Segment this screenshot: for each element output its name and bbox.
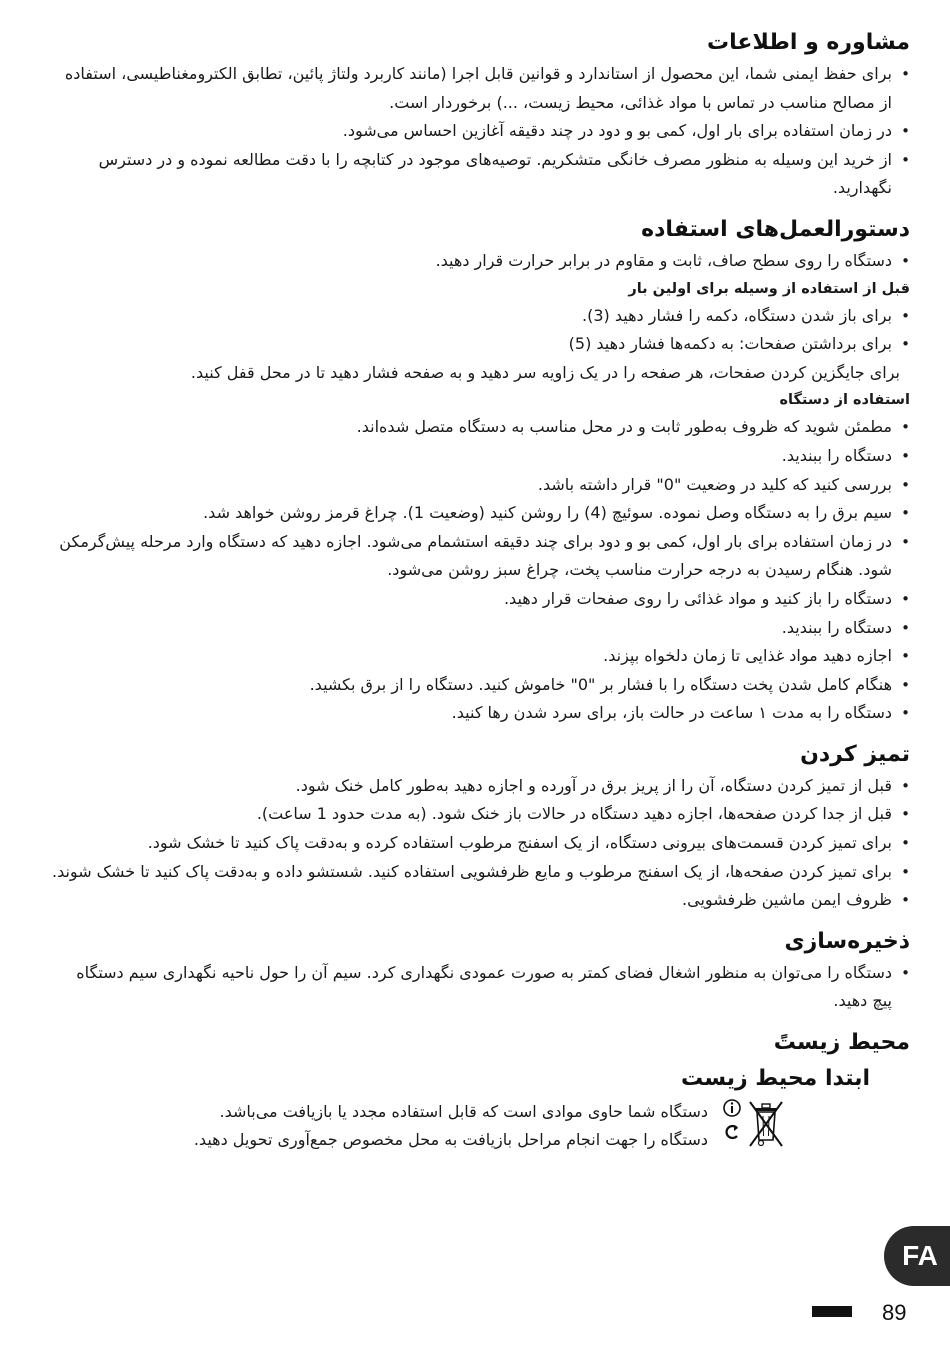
- environment-info: [52, 1098, 910, 1154]
- language-badge: FA: [884, 1226, 950, 1286]
- list-item: • برای حفظ ایمنی شما، این محصول از استاندارد و قوانین قابل اجرا (مانند کاربرد ولتاژ پائین، تطابق الکترومغناطیسی، استفاده از مصالح مناسب در تماس با مواد غذائی، محیط زیست، ...) برخوردار است.: [52, 60, 910, 117]
- list-item: • برای برداشتن صفحات: به دکمه‌ها فشار دهید (5): [52, 330, 910, 359]
- page-number-bar: [812, 1306, 852, 1317]
- crossed-bin-icon: [746, 1098, 786, 1148]
- list-item: • بررسی کنید که کلید در وضعیت "0" قرار داشته باشد.: [52, 471, 910, 500]
- subheading-first-use: قبل از استفاده از وسیله برای اولین بار: [628, 280, 910, 297]
- list-item: • دستگاه را باز کنید و مواد غذائی را روی صفحات قرار دهید.: [52, 585, 910, 614]
- cleaning-list: [52, 772, 910, 915]
- list-item: • قبل از تمیز کردن دستگاه، آن را از پریز برق در آورده و اجازه دهید به‌طور کامل خنک شود.: [52, 772, 910, 801]
- environment-line-2: دستگاه را جهت انجام مراحل بازیافت به محل مخصوص جمع‌آوری تحویل دهید.: [193, 1130, 708, 1150]
- environment-icons: [722, 1098, 808, 1148]
- list-item: • هنگام کامل شدن پخت دستگاه را با فشار بر "0" خاموش کنید. دستگاه را از برق بکشید.: [52, 671, 910, 700]
- plates-note: برای جایگزین کردن صفحات، هر صفحه را در یک زاویه سر دهید و به صفحه فشار دهید تا در محل قفل کنید.: [190, 362, 900, 382]
- section-heading-advice: مشاوره و اطلاعات: [707, 30, 910, 55]
- list-item: • از خرید این وسیله به منظور مصرف خانگی متشکریم. توصیه‌های موجود در کتابچه را با دقت مطالعه نموده و در دسترس نگهدارید.: [52, 146, 910, 203]
- info-icon: [722, 1098, 742, 1144]
- list-item: • اجازه دهید مواد غذایی تا زمان دلخواه بپزند.: [52, 642, 910, 671]
- usage-list: [52, 413, 910, 728]
- section-heading-environment: محیط زیستً: [773, 1030, 910, 1056]
- list-item: • برای تمیز کردن قسمت‌های بیرونی دستگاه، از یک اسفنج مرطوب استفاده کرده و به‌دقت پاک کنید تا خشک شود.: [52, 829, 910, 858]
- section-heading-instructions: دستورالعمل‌های استفاده: [641, 216, 910, 242]
- storage-list: [52, 959, 910, 1016]
- list-item: • برای باز شدن دستگاه، دکمه را فشار دهید (3).: [52, 302, 910, 331]
- environment-subheading: ابتدا محیط زیست: [681, 1066, 870, 1092]
- list-item: • قبل از جدا کردن صفحه‌ها، اجازه دهید دستگاه در حالات باز خنک شود. (به مدت حدود 1 ساعت).: [52, 800, 910, 829]
- list-item: • مطمئن شوید که ظروف به‌طور ثابت و در محل مناسب به دستگاه متصل شده‌اند.: [52, 413, 910, 442]
- list-item: • در زمان استفاده برای بار اول، کمی بو و دود برای چند دقیقه استشمام می‌شود. اجازه دهید که دستگاه وارد مرحله پیش‌گرمکن شود. هنگام رسیدن به درجه حرارت مناسب پخت، چراغ سبز روشن می‌شود.: [52, 528, 910, 585]
- list-item: • دستگاه را به مدت ۱ ساعت در حالت باز، برای سرد شدن رها کنید.: [52, 699, 910, 728]
- list-item: • سیم برق را به دستگاه وصل نموده. سوئیچ (4) را روشن کنید (وضعیت 1). چراغ قرمز روشن خواهد شد.: [52, 499, 910, 528]
- subheading-using-device: استفاده از دستگاه: [779, 392, 910, 409]
- page-number: 89: [882, 1300, 907, 1325]
- environment-line-1: دستگاه شما حاوی موادی است که قابل استفاده مجدد یا بازیافت می‌باشد.: [219, 1102, 708, 1122]
- list-item: • دستگاه را ببندید.: [52, 614, 910, 643]
- section-heading-cleaning: تمیز کردن: [800, 741, 910, 767]
- list-item: • برای تمیز کردن صفحه‌ها، از یک اسفنج مرطوب و مایع ظرفشویی استفاده کنید. شستشو داده و به‌دقت پاک کنید تا خشک شوند.: [52, 858, 910, 887]
- list-item: • دستگاه را می‌توان به منظور اشغال فضای کمتر به صورت عمودی نگهداری کرد. سیم آن را حول ناحیه نگهداری سیم دستگاه پیچ دهید.: [52, 959, 910, 1016]
- advice-list: [52, 60, 910, 203]
- section-heading-storage: ذخیره‌سازی: [784, 928, 910, 954]
- list-item: • ظروف ایمن ماشین ظرفشویی.: [52, 886, 910, 915]
- instructions-intro-list: [52, 247, 910, 276]
- first-use-list: [52, 302, 910, 359]
- list-item: • در زمان استفاده برای بار اول، کمی بو و دود در چند دقیقه آغازین احساس می‌شود.: [52, 117, 910, 146]
- list-item: • دستگاه را ببندید.: [52, 442, 910, 471]
- manual-content: [52, 22, 910, 1154]
- list-item: • دستگاه را روی سطح صاف، ثابت و مقاوم در برابر حرارت قرار دهید.: [52, 247, 910, 276]
- environment-text: [194, 1098, 708, 1154]
